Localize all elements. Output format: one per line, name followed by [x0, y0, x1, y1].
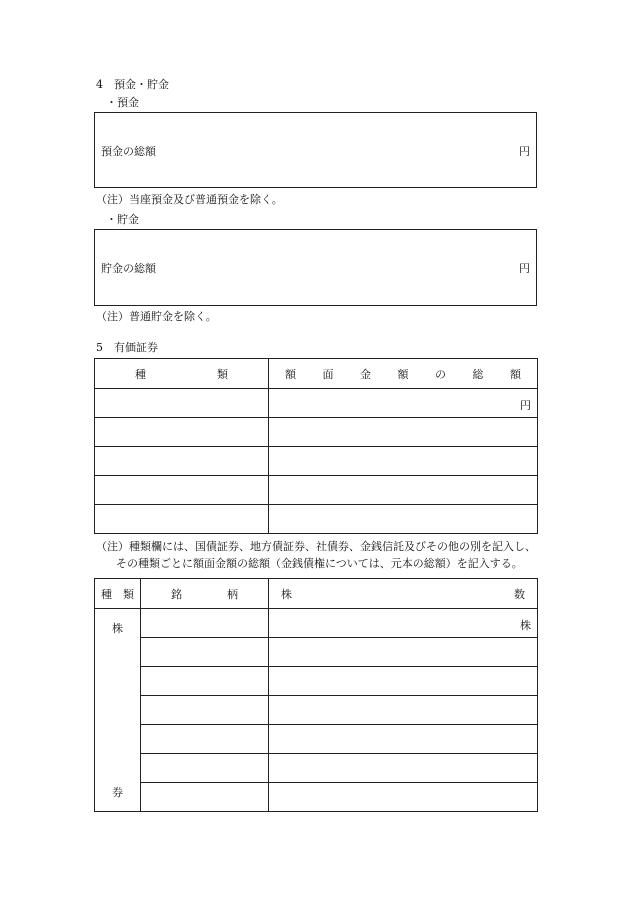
shares-header-char: 株 [281, 587, 292, 601]
amount-cell[interactable] [269, 418, 538, 447]
deposit-total-label: 預金の総額 [101, 145, 156, 158]
table-row [95, 476, 538, 505]
face-amount-header [269, 359, 538, 389]
securities-note-line2: その種類ごとに額面金額の総額（金銭債権については、元本の総額）を記入する。 [116, 557, 523, 570]
type-header-char: 類 [217, 367, 228, 381]
amount-cell[interactable] [269, 389, 538, 418]
amount-header-char: 金 [360, 367, 371, 381]
securities-note-line1: （注）種類欄には、国債証券、地方債証券、社債券、金銭信託及びその他の別を記入し、 [96, 540, 536, 553]
type-cell[interactable] [95, 418, 269, 447]
type-header-char: 種 [135, 367, 146, 381]
table-row [95, 783, 538, 812]
stock-side-label [95, 609, 141, 812]
brand-header-char: 柄 [227, 587, 238, 601]
amount-cell[interactable] [269, 447, 538, 476]
table-row [95, 418, 538, 447]
securities-header-row [95, 359, 538, 389]
shares-cell[interactable] [269, 725, 538, 754]
brand-header-char: 銘 [171, 587, 182, 601]
amount-header-char: 額 [397, 367, 409, 381]
stock-header-row [95, 579, 538, 609]
kind-header-char: 種 [101, 587, 112, 601]
yen-unit: 円 [520, 399, 531, 412]
table-row [95, 638, 538, 667]
savings-note: （注）普通貯金を除く。 [96, 310, 217, 323]
stock-table [94, 578, 538, 812]
table-row [95, 505, 538, 534]
deposit-total-box [94, 112, 537, 188]
shares-cell[interactable] [269, 754, 538, 783]
amount-cell[interactable] [269, 476, 538, 505]
table-row [95, 667, 538, 696]
table-row [95, 725, 538, 754]
shares-cell[interactable] [269, 609, 538, 638]
shares-cell[interactable] [269, 783, 538, 812]
deposit-note: （注）当座預金及び普通預金を除く。 [96, 193, 283, 206]
shares-cell[interactable] [269, 667, 538, 696]
share-unit: 株 [520, 619, 531, 632]
savings-subheading: ・貯金 [106, 213, 139, 226]
type-cell[interactable] [95, 447, 269, 476]
shares-header [269, 579, 538, 609]
type-cell[interactable] [95, 389, 269, 418]
shares-cell[interactable] [269, 638, 538, 667]
kind-header-char: 類 [123, 587, 134, 601]
table-row [95, 447, 538, 476]
side-char-kabu: 株 [112, 622, 123, 635]
brand-cell[interactable] [141, 783, 269, 812]
brand-cell[interactable] [141, 696, 269, 725]
brand-header [141, 579, 269, 609]
table-row [95, 754, 538, 783]
brand-cell[interactable] [141, 638, 269, 667]
securities-table [94, 358, 538, 534]
section5-heading: 5 有価証券 [96, 341, 158, 354]
amount-header-char: 額 [285, 367, 296, 381]
section4-heading: 4 預金・貯金 [96, 78, 169, 91]
deposit-unit: 円 [519, 145, 530, 158]
amount-header-char: の [435, 367, 446, 381]
table-row [95, 696, 538, 725]
shares-cell[interactable] [269, 696, 538, 725]
savings-unit: 円 [519, 262, 530, 275]
savings-total-label: 貯金の総額 [101, 262, 156, 275]
type-header [95, 359, 269, 389]
amount-cell[interactable] [269, 505, 538, 534]
brand-cell[interactable] [141, 609, 269, 638]
kind-header [95, 579, 141, 609]
shares-header-char: 数 [514, 587, 525, 601]
type-cell[interactable] [95, 476, 269, 505]
type-cell[interactable] [95, 505, 269, 534]
table-row [95, 609, 538, 638]
brand-cell[interactable] [141, 667, 269, 696]
brand-cell[interactable] [141, 754, 269, 783]
savings-total-box [94, 229, 537, 306]
amount-header-char: 総 [472, 367, 484, 381]
amount-header-char: 額 [510, 367, 521, 381]
amount-header-char: 面 [322, 367, 334, 381]
table-row [95, 389, 538, 418]
brand-cell[interactable] [141, 725, 269, 754]
side-char-ken: 券 [112, 786, 123, 799]
deposit-subheading: ・預金 [106, 96, 139, 109]
